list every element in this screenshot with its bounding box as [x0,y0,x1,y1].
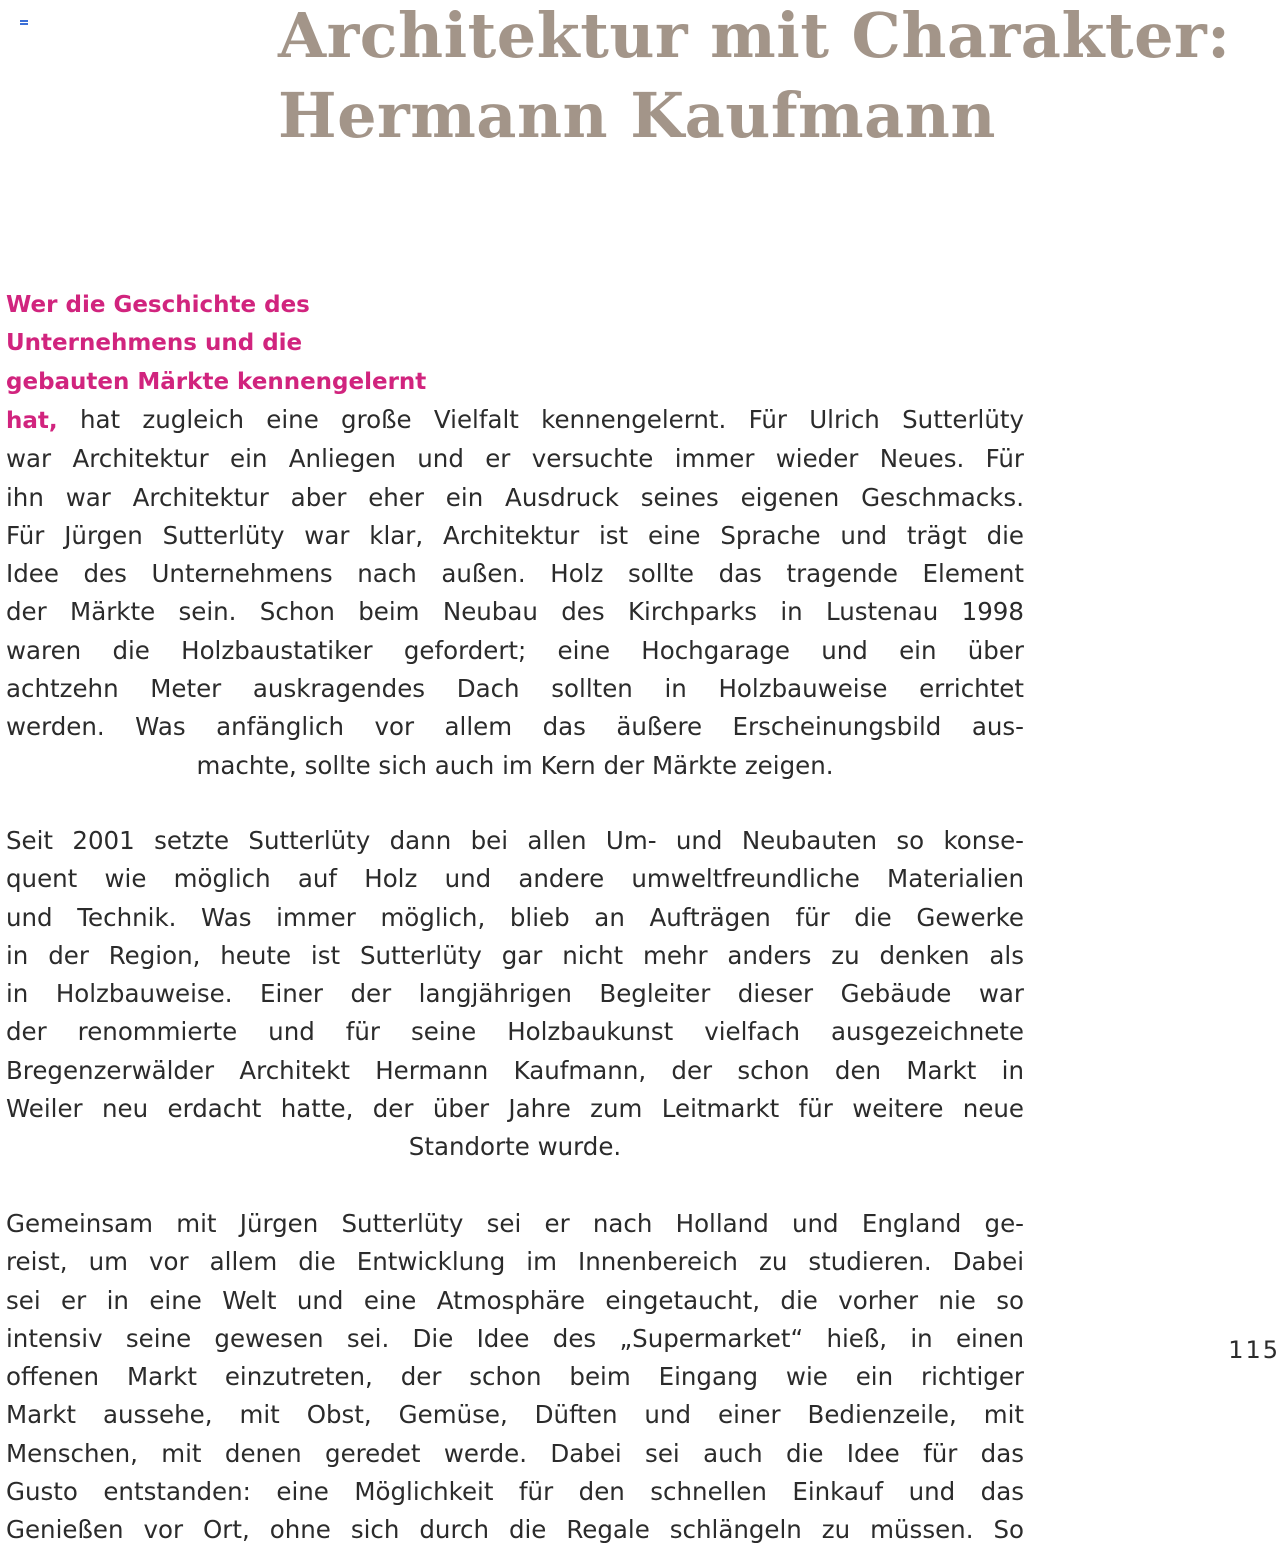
body-line: Bregenzerwälder Architekt Hermann Kaufmann, der schon den Markt in [6,1055,1024,1085]
body-line: Idee des Unternehmens nach außen. Holz sollte das tragende Element [6,559,1024,589]
body-line: in der Region, heute ist Sutterlüty gar nicht mehr anders zu denken als [6,940,1024,970]
paragraph-3 [6,1205,1024,1550]
body-line: in Holzbauweise. Einer der langjährigen Begleiter dieser Gebäude war [6,979,1024,1009]
body-line: Menschen, mit denen geredet werde. Dabei sei auch die Idee für das [6,1438,1024,1468]
lead-continuation: hat, [6,408,58,434]
page-number: 115 [1228,1336,1280,1364]
body-line: Gemeinsam mit Jürgen Sutterlüty sei er nach Holland und England ge- [6,1209,1024,1238]
body-line: der renommierte und für seine Holzbaukunst vielfach ausgezeichnete [6,1017,1024,1047]
paragraph-2 [6,822,1024,1167]
body-line: offenen Markt einzutreten, der schon beim Eingang wie ein richtiger [6,1362,1024,1392]
body-line: Gusto entstanden: eine Möglichkeit für den schnellen Einkauf und das [6,1477,1024,1507]
body-line: Markt aussehe, mit Obst, Gemüse, Düften und einer Bedienzeile, mit [6,1400,1024,1430]
lead-line: Wer die Geschichte des [6,292,310,318]
body-line: intensiv seine gewesen sei. Die Idee des „Supermarket“ hieß, in einen [6,1323,1024,1353]
body-line: reist, um vor allem die Entwicklung im Innenbereich zu studieren. Dabei [6,1247,1024,1277]
title-line-2: Hermann Kaufmann [278,79,996,152]
lead-line: Unternehmens und die [6,330,303,357]
page-title [278,0,1280,156]
body-line: machte, sollte sich auch im Kern der Märkte zeigen. [196,750,834,780]
body-line: Seit 2001 setzte Sutterlüty dann bei allen Um- und Neubauten so konse- [6,826,1024,855]
body-line: Für Jürgen Sutterlüty war klar, Architektur ist eine Sprache und trägt die [6,520,1024,550]
paragraph-1 [6,401,1024,785]
lead-line: gebauten Märkte kennengelernt [6,368,427,395]
title-line-1: Architektur mit Charakter: [278,0,1231,72]
body-line: Genießen vor Ort, ohne sich durch die Regale schlängeln zu müssen. So [6,1515,1024,1545]
lead-intro [6,286,426,401]
body-line: Weiler neu erdacht hatte, der über Jahre zum Leitmarkt für weitere neue [6,1094,1024,1124]
body-line: Standorte wurde. [408,1132,622,1162]
body-line: sei er in eine Welt und eine Atmosphäre eingetaucht, die vorher nie so [6,1285,1024,1315]
body-line: hat, hat zugleich eine große Vielfalt kennengelernt. Für Ulrich Sutterlüty [6,405,1024,434]
body-line: waren die Holzbaustatiker gefordert; eine Hochgarage und ein über [6,635,1024,665]
body-line: der Märkte sein. Schon beim Neubau des Kirchparks in Lustenau 1998 [6,597,1024,627]
body-line: werden. Was anfänglich vor allem das äußere Erscheinungsbild aus- [6,712,1024,742]
body-line: quent wie möglich auf Holz und andere umweltfreundliche Materialien [6,864,1024,894]
body-line: ihn war Architektur aber eher ein Ausdruck seines eigenen Geschmacks. [6,482,1024,512]
body-line: achtzehn Meter auskragendes Dach sollten in Holzbauweise errichtet [6,674,1024,704]
body-line: war Architektur ein Anliegen und er versuchte immer wieder Neues. Für [6,444,1024,474]
body-line: und Technik. Was immer möglich, blieb an Aufträgen für die Gewerke [6,902,1024,932]
corner-mark [20,20,28,25]
